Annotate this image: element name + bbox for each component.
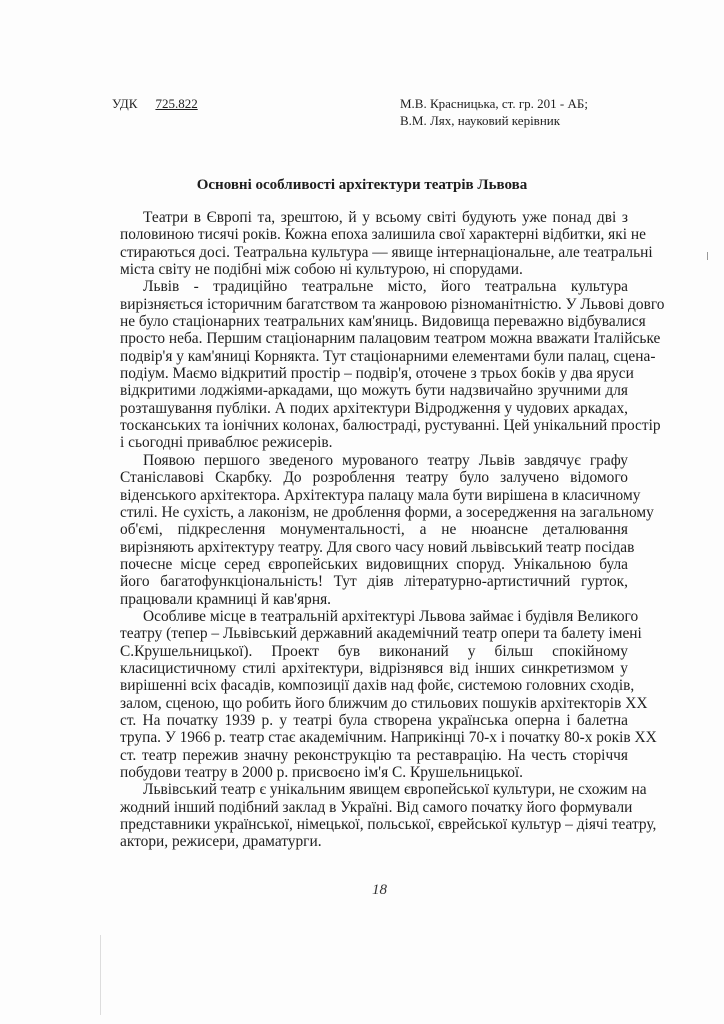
text-line: і сьогодні приваблює режисерів.	[120, 434, 333, 452]
text-line: віденського архітектора. Архітектура палацу мала бути вирішена в класичному	[120, 486, 641, 504]
margin-mark	[707, 252, 708, 260]
text-line: відкритими лоджіями-аркадами, що можуть бути надзвичайно зручними для	[120, 382, 628, 400]
text-line: почесне місце серед європейських видовищних споруд. Унікальною була	[120, 555, 628, 573]
article-title: Основні особливості архітектури театрів Львова	[196, 177, 528, 193]
text-line: жодний інший подібний заклад в Україні. Від самого початку його формували	[120, 798, 633, 816]
text-line: актори, режисери, драматурги.	[120, 833, 322, 851]
text-line: подвір'я у кам'яниці Корнякта. Тут стаціонарними елементами були палац, сцена-	[120, 347, 656, 365]
text-line: Станіславові Скарбку. До розроблення театру було залучено відомого	[120, 469, 628, 487]
article-body	[120, 209, 665, 851]
text-line: стираються досі. Театральна культура — явище інтернаціональне, але театральні	[120, 243, 653, 261]
text-line: половиною тисячі років. Кожна епоха залишила свої характерні відбитки, які не	[120, 226, 646, 244]
authors-block	[400, 95, 588, 129]
text-line: Львівський театр є унікальним явищем європейської культури, не схожим на	[143, 781, 647, 799]
paragraph	[120, 781, 657, 851]
text-line: представники української, німецької, польської, єврейської культур – діячі театру,	[120, 816, 657, 834]
text-line: Львів - традиційно театральне місто, його театральна культура	[143, 278, 628, 296]
text-line: міста світу не подібні між собою ні культурою, ні спорудами.	[120, 261, 523, 279]
text-line: побудови театру в 2000 р. присвоєно ім'я С. Крушельницької.	[120, 764, 524, 781]
text-line: не було стаціонарних театральних кам'яниць. Видовища переважно відбувалися	[120, 313, 646, 331]
author-line: В.М. Лях, науковий керівник	[400, 113, 561, 128]
text-line: його багатофункціональність! Тут діяв літературно-артистичний гурток,	[120, 573, 628, 591]
text-line: трупа. У 1966 р. театр стає академічним. Наприкінці 70-х і початку 80-х років XX	[120, 729, 657, 747]
text-line: працювали крамниці й кав'ярня.	[120, 590, 332, 608]
text-line: розташування публіки. А подих архітектури Відродження у чудових аркадах,	[120, 399, 628, 417]
text-line: класицистичному стилі архітектури, відрізнявся від інших синкретизмом у	[120, 659, 628, 677]
author-line: М.В. Красницька, ст. гр. 201 - АБ;	[400, 96, 588, 111]
udk-label: УДК	[112, 96, 138, 111]
paragraph	[120, 278, 665, 452]
text-line: Театри в Європі та, зрештою, й у всьому світі будують уже понад дві з	[143, 209, 628, 226]
paragraph	[120, 209, 653, 279]
text-line: Особливе місце в театральній архітектурі Львова займає і будівля Великого	[143, 607, 639, 625]
page-number: 18	[372, 882, 387, 898]
text-line: вирізняють архітектуру театру. Для свого часу новий львівський театр посідав	[120, 538, 635, 556]
text-line: просто неба. Першим стаціонарним палацовим театром можна вважати Італійське	[120, 330, 661, 348]
text-line: стилі. Не сухість, а лаконізм, не дроблення форми, а зосередження на загальному	[120, 503, 654, 521]
text-line: С.Крушельницької). Проект був виконаний у більш спокійному	[120, 642, 628, 660]
text-line: тосканських та іонічних колонах, балюстраді, рустуванні. Цей унікальний простір	[120, 417, 661, 435]
text-line: подіум. Маємо відкритий простір – подвір'я, оточене з трьох боків у два яруси	[120, 365, 634, 383]
text-line: залом, сценою, що робить його ближчим до стильових пошуків архітекторів XX	[120, 694, 648, 712]
text-line: ст. театр пережив значну реконструкцію та реставрацію. На честь сторіччя	[120, 746, 628, 764]
text-line: вирізняється історичним багатством та жанровою різноманітністю. У Львові довго	[120, 295, 665, 313]
text-line: об'ємі, підкреслення монументальності, а не нюансне деталювання	[120, 521, 628, 539]
text-line: вирішенні всіх фасадів, композиції дахів над фойє, системою головних сходів,	[120, 677, 635, 695]
text-line: Появою першого зведеного мурованого театру Львів завдячує графу	[143, 451, 628, 469]
text-line: театру (тепер – Львівський державний академічний театр опери та балету імені	[120, 625, 642, 643]
udk-code: 725.822	[155, 96, 198, 111]
paragraph	[120, 607, 657, 781]
text-line: ст. На початку 1939 р. у театрі була створена українська оперна і балетна	[120, 711, 628, 729]
udk-block	[112, 95, 198, 112]
paragraph	[120, 451, 654, 608]
scan-edge-line	[100, 935, 101, 1015]
